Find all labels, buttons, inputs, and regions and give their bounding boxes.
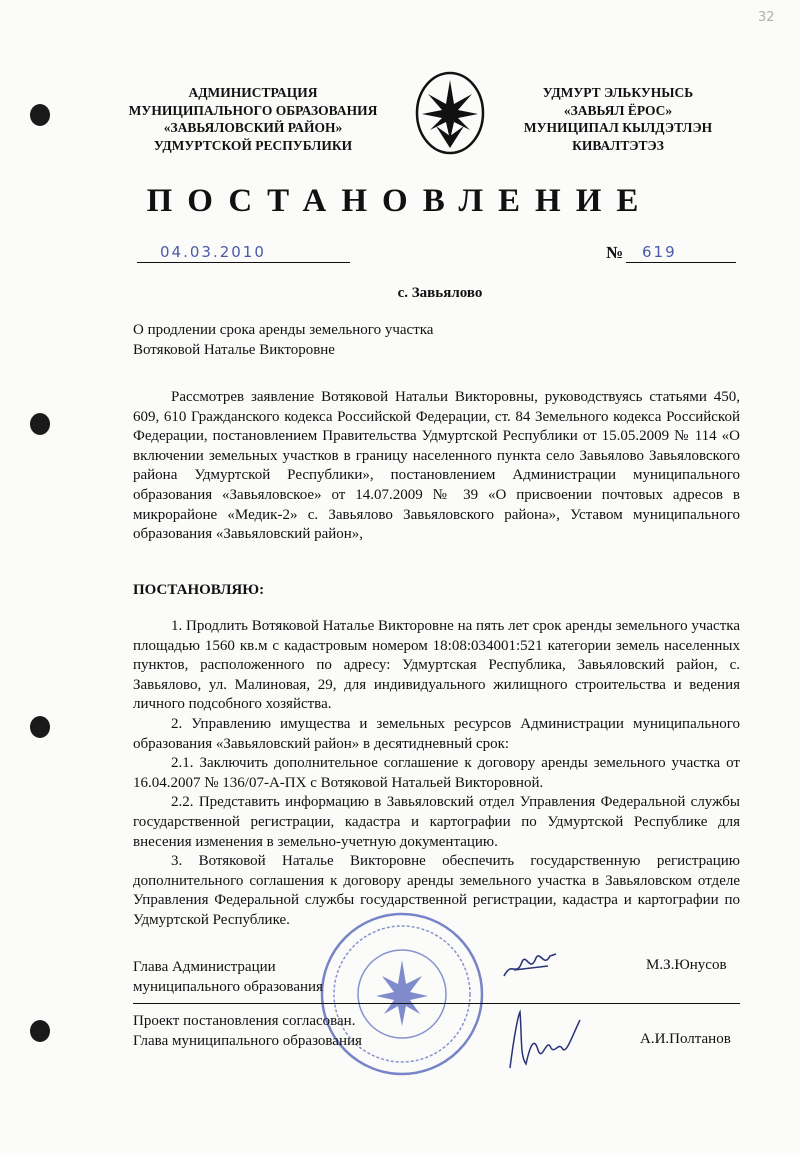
decree-item: 3. Вотяковой Наталье Викторовне обеспечить государственную регистрацию дополнительного соглашения к договору аренды земельного участка в Завьяловском отделе Управления Федеральной службы государственной регистрации, кадастра и картографии по Удмуртской Республике. [133, 853, 740, 928]
approval-block [133, 1011, 362, 1051]
decree-item: 2.2. Представить информацию в Завьяловский отдел Управления Федеральной службы государственной регистрации, кадастра и картографии по Удмуртской Республике для внесения изменения в земельно-учетную документацию. [133, 794, 740, 850]
approval-line: Глава муниципального образования [133, 1033, 362, 1049]
number-handwritten: 619 [642, 243, 677, 261]
page-number: 32 [758, 10, 775, 25]
decree-word: ПОСТАНОВЛЯЮ: [133, 582, 265, 598]
subject-line: О продлении срока аренды земельного участка [133, 322, 434, 338]
header-right-line: УДМУРТ ЭЛЬКУНЫСЬ [542, 85, 694, 100]
subject [133, 320, 433, 360]
signature-block [133, 957, 323, 997]
binder-hole [30, 413, 50, 435]
separator-line [133, 1003, 740, 1004]
approver-name: А.И.Полтанов [640, 1031, 731, 1047]
header-right-line: «ЗАВЬЯЛ ЁРОС» [563, 102, 673, 118]
official-stamp-seal [318, 910, 486, 1078]
date-handwritten: 04.03.2010 [160, 243, 266, 261]
header-right-line: КИВАЛТЭТЭЗ [572, 137, 664, 153]
header-left-line: АДМИНИСТРАЦИЯ [188, 85, 318, 100]
binder-hole [30, 104, 50, 126]
document-title: ПОСТАНОВЛЕНИЕ [146, 183, 654, 219]
decree-item: 2. Управлению имущества и земельных ресурсов Администрации муниципального образования «Завьяловский район» в десятидневный срок: [133, 715, 740, 752]
header-left [118, 84, 388, 154]
place: с. Завьялово [397, 285, 483, 301]
handwritten-signature [500, 948, 560, 982]
header-left-line: МУНИЦИПАЛЬНОГО ОБРАЗОВАНИЯ [128, 102, 378, 118]
number-label: № [606, 243, 624, 262]
decree-items [133, 617, 740, 931]
header-left-line: УДМУРТСКОЙ РЕСПУБЛИКИ [153, 137, 353, 153]
signatory-position: муниципального образования [133, 979, 323, 995]
signatory-position: Глава Администрации [133, 959, 276, 975]
decree-item: 2.1. Заключить дополнительное соглашение к договору аренды земельного участка от 16.04.2007 № 136/07-А-ПХ с Вотяковой Натальей Викторовной. [133, 755, 740, 791]
binder-hole [30, 1020, 50, 1042]
approval-signature [500, 1006, 584, 1076]
subject-line: Вотяковой Наталье Викторовне [133, 342, 335, 358]
header-right-line: МУНИЦИПАЛ КЫЛДЭТЛЭН [523, 120, 713, 135]
coat-of-arms-emblem [414, 70, 486, 156]
header-right [518, 84, 718, 154]
approval-line: Проект постановления согласован. [133, 1013, 356, 1029]
preamble-text: Рассмотрев заявление Вотяковой Натальи Викторовны, руководствуясь статьями 450, 609, 610 Гражданского кодекса Российской Федерации, ст. 84 Земельного кодекса Российской Федерации, постановлением Правительства Удмуртской Республики от 15.05.2009 № 114 «О включении земельных участков в границу населенного пункта село Завьялово Завьяловского района Удмуртской Республики», постановлением Администрации муниципального образования «Завьяловское» от 14.07.2009 № 39 «О присвоении почтовых адресов в микрорайоне «Медик-2» с. Завьялово Завьяловского района», Уставом муниципального образования «Завьяловский район», [133, 389, 740, 543]
preamble [133, 388, 740, 545]
decree-item: 1. Продлить Вотяковой Наталье Викторовне на пять лет срок аренды земельного участка площадью 1560 кв.м с кадастровым номером 18:08:034001:521 категории земель населенных пунктов, расположенного по адресу: Удмуртская Республика, Завьяловский район, с. Завьялово, ул. Малиновая, 29, для индивидуального жилищного строительства и ведения личного подсобного хозяйства. [133, 618, 740, 713]
signatory-name: М.З.Юнусов [646, 957, 727, 973]
number-underline [626, 262, 736, 263]
date-underline [137, 262, 350, 263]
binder-hole [30, 716, 50, 738]
header-left-line: «ЗАВЬЯЛОВСКИЙ РАЙОН» [163, 120, 343, 135]
